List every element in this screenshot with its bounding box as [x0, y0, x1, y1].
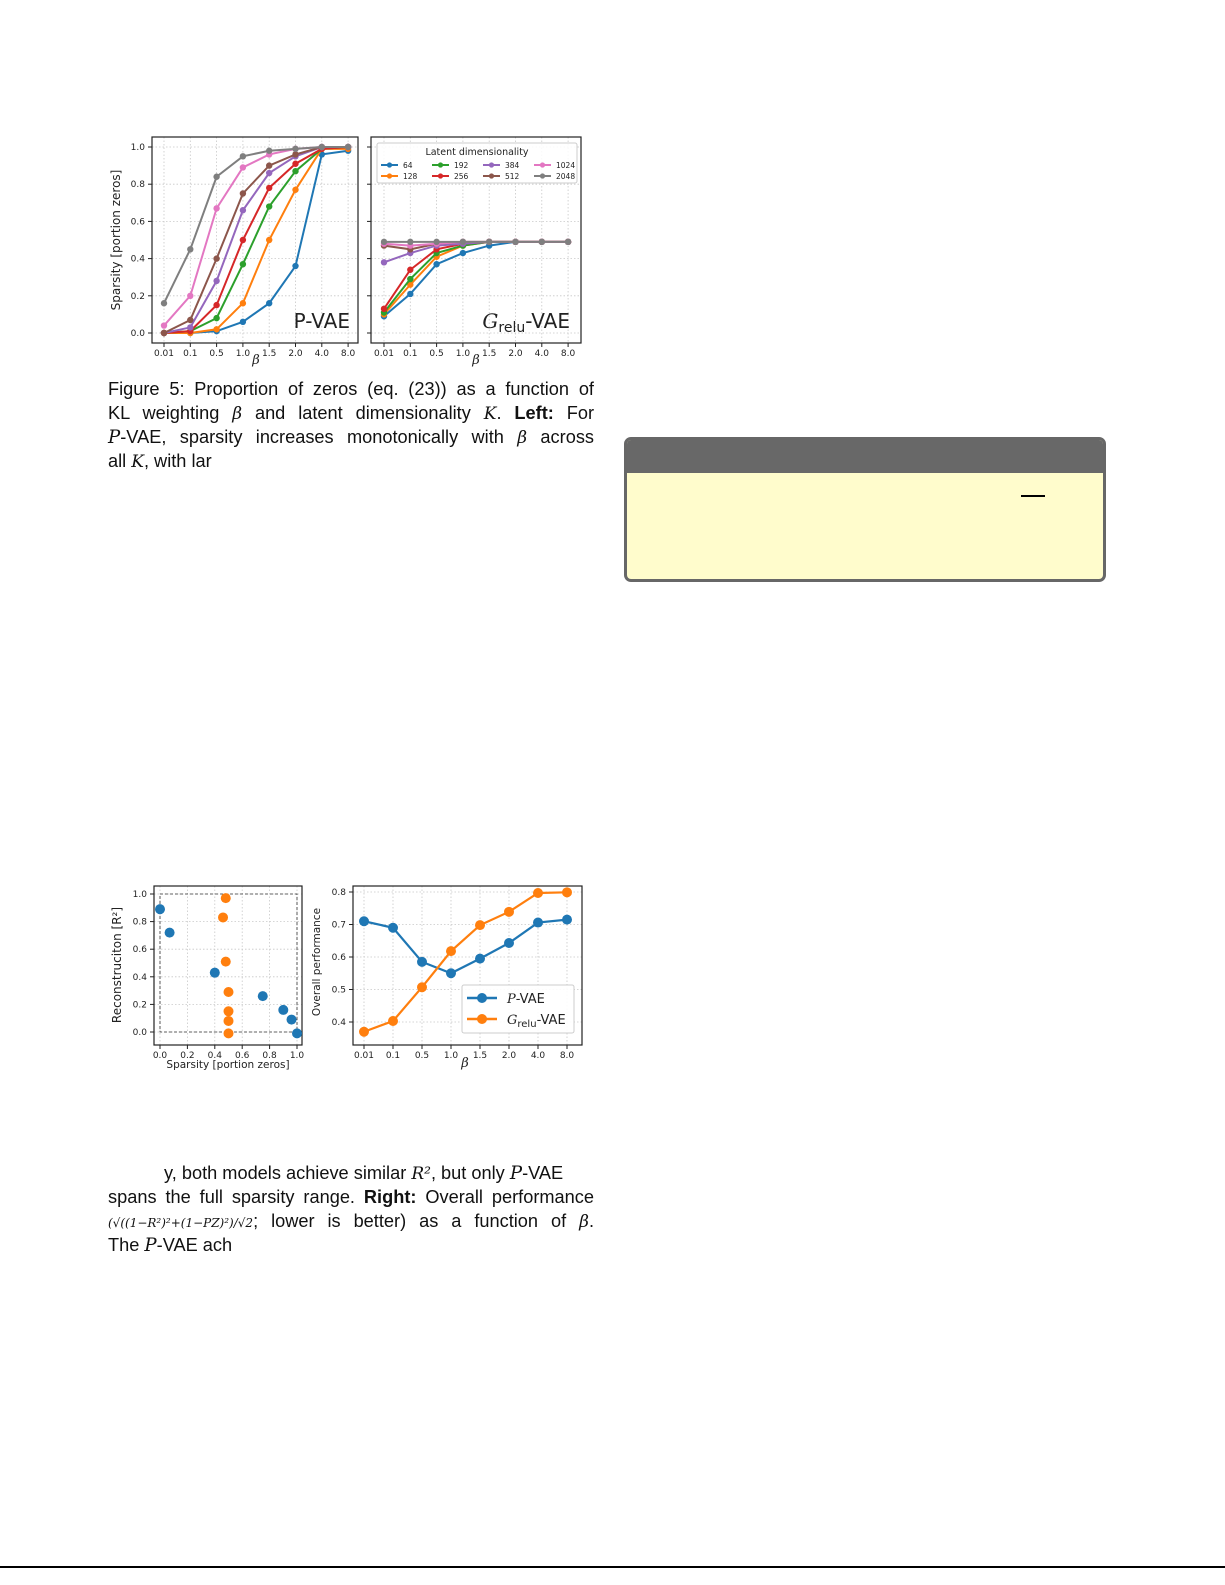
text: Overall performance	[416, 1187, 594, 1207]
text: .	[588, 1211, 594, 1231]
legend-math: G	[507, 1013, 518, 1028]
scatter-point-P-VAE	[287, 1015, 297, 1025]
data-point-192	[292, 168, 298, 174]
data-point-384	[381, 259, 387, 265]
data-point-2048	[486, 239, 492, 245]
data-point-192	[240, 261, 246, 267]
highlight-box-header	[627, 440, 1103, 473]
legend-label	[506, 992, 545, 1007]
data-point-384	[240, 207, 246, 213]
data-point-2048	[433, 239, 439, 245]
y-tick-label: 0.6	[331, 953, 346, 963]
x-tick-label: 0.5	[414, 1051, 430, 1061]
data-point-2048	[292, 146, 298, 152]
data-point-P-VAE	[446, 968, 456, 978]
panel-title: P-VAE	[293, 309, 350, 333]
y-axis-label: Sparsity [portion zeros]	[109, 169, 123, 311]
math-g: G	[482, 309, 499, 333]
text: For	[553, 403, 594, 423]
data-point-P-VAE	[417, 957, 427, 967]
y-tick-label: 0.0	[132, 1028, 147, 1038]
math-p: P	[509, 1163, 523, 1184]
data-point-64	[292, 263, 298, 269]
y-axis-label: Reconstruciton [R²]	[110, 906, 124, 1024]
data-point-Grelu-VAE	[388, 1016, 398, 1026]
caption-line	[108, 401, 594, 425]
legend-suffix: -VAE	[536, 1013, 566, 1028]
x-tick-label: 1.0	[289, 1051, 305, 1061]
caption-line	[108, 1185, 594, 1209]
caption-line	[108, 1209, 594, 1233]
y-tick-label: 0.6	[130, 217, 145, 228]
data-point-128	[266, 237, 272, 243]
data-point-1024	[213, 205, 219, 211]
scatter-point-Grelu-VAE	[221, 893, 231, 903]
y-tick-label: 0.0	[130, 329, 145, 339]
legend-suffix: -VAE	[515, 992, 545, 1007]
legend-marker-2048	[540, 173, 545, 178]
y-tick-label: 0.7	[331, 920, 346, 931]
data-point-2048	[539, 239, 545, 245]
data-point-512	[161, 330, 167, 336]
text: ; lower is better) as a function of	[253, 1211, 580, 1231]
legend-subscript: relu	[517, 1019, 537, 1030]
legend-label: 512	[505, 172, 520, 181]
x-tick-label: 8.0	[340, 349, 356, 359]
data-point-64	[240, 319, 246, 325]
data-point-P-VAE	[504, 938, 514, 948]
formula: (√((1−R²)²+(1−PZ)²)/√2	[108, 1216, 254, 1230]
data-point-2048	[345, 144, 351, 150]
math-beta: β	[517, 428, 528, 448]
y-tick-label: 0.8	[331, 888, 346, 898]
data-point-P-VAE	[359, 916, 369, 926]
x-tick-label: 4.0	[530, 1051, 546, 1061]
y-tick-label: 0.4	[130, 254, 145, 265]
series-line-512	[164, 147, 348, 333]
data-point-192	[213, 315, 219, 321]
text: KL weighting	[108, 403, 233, 423]
x-tick-label: 4.0	[534, 349, 549, 359]
x-tick-label: 8.0	[559, 1051, 575, 1061]
legend-marker-1024	[540, 162, 545, 167]
data-point-384	[266, 170, 272, 176]
legend-label	[507, 1013, 566, 1030]
highlight-box	[624, 437, 1106, 582]
y-tick-label: 0.5	[331, 985, 346, 996]
data-point-192	[266, 203, 272, 209]
data-point-2048	[161, 300, 167, 306]
text: spans the full sparsity range.	[108, 1187, 364, 1207]
panel-title	[482, 309, 570, 336]
series-line-2048	[164, 147, 348, 303]
data-point-256	[292, 161, 298, 167]
data-point-2048	[240, 153, 246, 159]
text: y, both models achieve similar	[164, 1163, 412, 1183]
series-line-128	[164, 149, 348, 333]
scatter-point-P-VAE	[278, 1005, 288, 1015]
legend-marker-384	[489, 162, 494, 167]
data-point-2048	[319, 144, 325, 150]
text: across	[527, 427, 595, 447]
data-point-192	[407, 276, 413, 282]
data-point-512	[266, 162, 272, 168]
x-tick-label: 1.0	[443, 1051, 459, 1061]
text: all	[108, 451, 132, 471]
x-tick-label: 1.5	[262, 349, 277, 359]
x-tick-label: 1.0	[455, 349, 471, 359]
page-bottom-rule	[0, 1566, 1225, 1568]
data-point-384	[213, 278, 219, 284]
data-point-384	[187, 324, 193, 330]
x-axis-label: Sparsity [portion zeros]	[166, 1059, 290, 1071]
data-point-Grelu-VAE	[504, 907, 514, 917]
x-axis-label: β	[252, 353, 260, 368]
caption-line	[108, 1233, 594, 1257]
y-tick-label: 0.2	[132, 1000, 147, 1011]
x-tick-label: 0.01	[353, 1051, 375, 1061]
scatter-point-Grelu-VAE	[218, 912, 228, 922]
data-point-512	[240, 190, 246, 196]
data-point-1024	[187, 293, 193, 299]
data-point-2048	[460, 239, 466, 245]
text: -VAE ach	[156, 1235, 233, 1255]
legend-marker-Grelu-VAE	[477, 1014, 487, 1024]
left-label: Left:	[514, 403, 554, 423]
legend-marker-128	[387, 173, 392, 178]
y-tick-label: 0.8	[132, 917, 147, 928]
data-point-2048	[187, 246, 193, 252]
y-tick-label: 0.2	[130, 291, 145, 302]
data-point-2048	[381, 239, 387, 245]
scatter-point-P-VAE	[258, 991, 268, 1001]
scatter-point-Grelu-VAE	[224, 1006, 234, 1016]
legend-label: 128	[403, 172, 418, 181]
y-tick-label: 1.0	[132, 890, 147, 900]
data-point-128	[292, 187, 298, 193]
data-point-128	[213, 326, 219, 332]
caption-line	[108, 1161, 594, 1185]
data-point-Grelu-VAE	[417, 982, 427, 992]
data-point-256	[381, 306, 387, 312]
text: .	[496, 403, 515, 423]
series-line-256	[164, 147, 348, 333]
x-tick-label: 2.0	[508, 349, 523, 359]
data-point-Grelu-VAE	[562, 887, 572, 897]
data-point-2048	[407, 239, 413, 245]
caption-line: Figure 5: Proportion of zeros (eq. (23)) as a function of	[108, 379, 594, 399]
scatter-point-P-VAE	[210, 968, 220, 978]
data-point-Grelu-VAE	[359, 1027, 369, 1037]
x-tick-label: 2.0	[501, 1051, 517, 1061]
data-point-64	[460, 250, 466, 256]
y-tick-label: 0.4	[132, 972, 147, 983]
data-point-P-VAE	[562, 915, 572, 925]
legend-marker-256	[438, 173, 443, 178]
panel-title-suffix: -VAE	[525, 309, 570, 333]
legend-title: Latent dimensionality	[425, 147, 529, 158]
x-tick-label: 8.0	[560, 349, 576, 359]
y-tick-label: 0.8	[130, 180, 145, 191]
x-axis-label: β	[461, 1056, 469, 1071]
scatter-point-Grelu-VAE	[224, 1028, 234, 1038]
text: , but only	[430, 1163, 510, 1183]
subscript-relu: relu	[498, 320, 526, 336]
data-point-Grelu-VAE	[533, 888, 543, 898]
scatter-point-Grelu-VAE	[221, 957, 231, 967]
legend-label: 64	[403, 161, 413, 170]
data-point-256	[240, 237, 246, 243]
caption-line	[108, 425, 594, 449]
text: -VAE	[522, 1163, 564, 1183]
legend-label: 2048	[556, 172, 576, 181]
legend-label: 1024	[556, 161, 576, 170]
text: and latent dimensionality	[242, 403, 484, 423]
series-line-384	[164, 147, 348, 333]
data-point-64	[266, 300, 272, 306]
data-point-1024	[161, 322, 167, 328]
right-label: Right:	[363, 1187, 417, 1207]
data-point-512	[213, 255, 219, 261]
scatter-point-Grelu-VAE	[224, 987, 234, 997]
x-tick-label: 0.5	[429, 349, 444, 359]
scatter-point-P-VAE	[155, 904, 165, 914]
figure-5-caption	[108, 377, 594, 473]
math-beta: β	[579, 1212, 589, 1232]
data-point-128	[240, 300, 246, 306]
math-beta: β	[232, 404, 243, 424]
x-tick-label: 0.1	[183, 349, 198, 359]
data-point-256	[213, 302, 219, 308]
data-point-256	[266, 185, 272, 191]
x-tick-label: 2.0	[288, 349, 303, 359]
data-point-64	[433, 261, 439, 267]
fraction-bar	[1021, 495, 1045, 497]
x-tick-label: 0.1	[403, 349, 418, 359]
data-point-64	[407, 291, 413, 297]
legend-marker-64	[387, 162, 392, 167]
math-p: P	[108, 427, 121, 448]
math-k: K	[131, 452, 144, 472]
text: , with lar	[143, 451, 212, 471]
series-line-64	[164, 151, 348, 333]
data-point-P-VAE	[388, 923, 398, 933]
x-tick-label: 0.4	[207, 1051, 222, 1061]
data-point-2048	[266, 148, 272, 154]
y-axis-label: Overall performance	[311, 907, 323, 1017]
math-k: K	[483, 404, 497, 424]
legend-label: 256	[454, 172, 469, 181]
x-tick-label: 0.01	[373, 349, 395, 359]
x-tick-label: 0.0	[152, 1051, 168, 1061]
text: The	[108, 1235, 145, 1255]
data-point-256	[407, 267, 413, 273]
x-tick-label: 1.5	[482, 349, 497, 359]
data-point-P-VAE	[533, 918, 543, 928]
data-point-P-VAE	[475, 954, 485, 964]
data-point-Grelu-VAE	[475, 920, 485, 930]
data-point-2048	[512, 239, 518, 245]
y-tick-label: 0.6	[132, 945, 147, 956]
data-point-2048	[213, 174, 219, 180]
x-tick-label: 1.5	[472, 1051, 488, 1061]
y-tick-label: 0.4	[331, 1018, 346, 1028]
scatter-point-P-VAE	[292, 1028, 302, 1038]
x-tick-label: 0.6	[235, 1051, 250, 1061]
data-point-1024	[240, 164, 246, 170]
legend-label: 192	[454, 161, 469, 170]
y-tick-label: 1.0	[130, 143, 145, 153]
data-point-Grelu-VAE	[446, 946, 456, 956]
caption-line	[108, 449, 594, 473]
data-point-2048	[565, 239, 571, 245]
legend-math: P	[507, 992, 516, 1007]
x-tick-label: 0.8	[262, 1051, 277, 1061]
x-axis-label: β	[472, 353, 480, 368]
legend-marker-192	[438, 162, 443, 167]
legend-marker-P-VAE	[477, 993, 487, 1003]
x-tick-label: 0.1	[385, 1051, 401, 1061]
scatter-point-Grelu-VAE	[224, 1016, 234, 1026]
x-tick-label: 0.01	[153, 349, 175, 359]
data-point-512	[292, 151, 298, 157]
data-point-512	[187, 317, 193, 323]
text: -VAE, sparsity increases monotonically with	[120, 427, 518, 447]
x-tick-label: 4.0	[314, 349, 329, 359]
x-tick-label: 1.0	[235, 349, 251, 359]
math-p: P	[144, 1235, 157, 1256]
legend-marker-512	[489, 173, 494, 178]
math-r2: R²	[411, 1164, 431, 1184]
x-tick-label: 0.2	[180, 1051, 195, 1061]
figure-6-caption	[108, 1161, 594, 1257]
scatter-point-P-VAE	[165, 928, 175, 938]
series-line-192	[164, 147, 348, 333]
x-tick-label: 0.5	[209, 349, 224, 359]
legend-label: 384	[505, 161, 520, 170]
